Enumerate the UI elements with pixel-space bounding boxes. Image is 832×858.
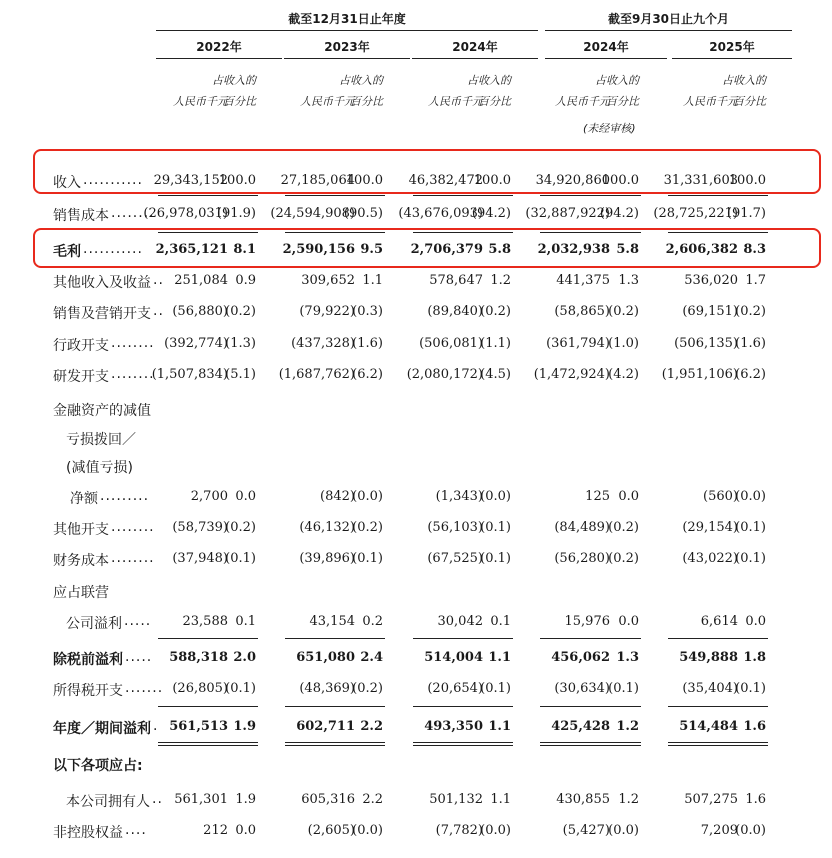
percent-cell: 1.3 [618,273,639,288]
amount-cell: (842) [320,489,355,504]
percent-cell: (4.2) [608,367,639,382]
amount-cell: 605,316 [301,792,355,807]
header-pct-bottom-1: 百分比 [350,95,383,108]
amount-cell: (26,805) [172,681,228,696]
amount-cell: (58,739) [172,520,228,535]
percent-cell: 0.0 [235,489,256,504]
amount-cell: (361,794) [546,336,610,351]
rule-profit-b-pct-1 [345,745,385,746]
amount-cell: 2,590,156 [282,242,355,257]
percent-cell: 2.2 [360,719,383,734]
percent-cell: (0.1) [225,681,256,696]
rule-revenue-pct-3 [601,195,641,196]
amount-cell: 561,513 [169,719,228,734]
percent-cell: 1.1 [488,650,511,665]
percent-cell: (94.2) [599,206,639,221]
row-leader-dots: .... [125,822,147,838]
amount-cell: (560) [703,489,738,504]
percent-cell: (0.0) [735,489,766,504]
percent-cell: 1.9 [235,792,256,807]
percent-cell: (0.2) [480,304,511,319]
amount-cell: 29,343,152 [153,173,228,188]
amount-cell: (43,676,093) [398,206,483,221]
row-leader-dots: .. [153,303,164,319]
percent-cell: 1.8 [743,650,766,665]
row-leader-dots: ........ [111,205,155,221]
rule-profit-a-pct-0 [218,742,258,743]
header-pct-top-2: 占收入的 [467,74,511,87]
percent-cell: (1.6) [352,336,383,351]
header-year-3: 2024年 [583,40,629,54]
rule-profit-a-pct-3 [601,742,641,743]
percent-cell: (0.1) [225,551,256,566]
amount-cell: 536,020 [684,273,738,288]
header-rmb-3: 人民币千元 [555,95,610,108]
amount-cell: (69,151) [682,304,738,319]
amount-cell: 501,132 [429,792,483,807]
header-pct-top-1: 占收入的 [339,74,383,87]
amount-cell: (24,594,908) [270,206,355,221]
attributable-heading: 以下各项应占: [53,758,143,774]
percent-cell: (0.3) [352,304,383,319]
header-year-2: 2024年 [452,40,498,54]
impairment-label-line1: 金融资产的减值 [53,403,151,419]
percent-cell: 0.0 [618,489,639,504]
percent-cell: (90.5) [343,206,383,221]
percent-cell: (0.1) [480,520,511,535]
row-leader-dots: ........ [111,335,155,351]
row-label: 其他开支 [53,522,109,538]
amount-cell: (1,951,106) [661,367,738,382]
percent-cell: (6.2) [352,367,383,382]
amount-cell: 441,375 [556,273,610,288]
percent-cell: 1.1 [490,792,511,807]
amount-cell: (2,605) [307,823,355,838]
amount-cell: 251,084 [174,273,228,288]
percent-cell: (1.6) [735,336,766,351]
amount-cell: 125 [585,489,610,504]
rule-tax-pct-2 [473,706,513,707]
row-label: 其他收入及收益 [53,275,151,291]
percent-cell: 100.0 [601,173,639,188]
amount-cell: (89,840) [427,304,483,319]
row-leader-dots: . [153,718,159,734]
rule-pretax-pct-2 [473,638,513,639]
header-pct-top-4: 占收入的 [722,74,766,87]
header-pct-top-0: 占收入的 [212,74,256,87]
percent-cell: 100.0 [345,173,383,188]
amount-cell: 507,275 [684,792,738,807]
percent-cell: (0.0) [735,823,766,838]
percent-cell: (0.0) [352,489,383,504]
row-label: 毛利 [53,244,81,260]
amount-cell: (56,280) [554,551,610,566]
percent-cell: 9.5 [360,242,383,257]
header-unaudited: (未经审核) [583,122,636,135]
amount-cell: (48,369) [299,681,355,696]
amount-cell: (7,782) [435,823,483,838]
row-leader-dots: ........ [111,519,155,535]
percent-cell: 1.1 [362,273,383,288]
amount-cell: 2,606,382 [665,242,738,257]
percent-cell: 0.2 [362,614,383,629]
percent-cell: (0.2) [608,520,639,535]
percent-cell: (0.2) [225,304,256,319]
percent-cell: (0.1) [735,551,766,566]
amount-cell: (1,343) [435,489,483,504]
percent-cell: (0.0) [352,823,383,838]
impairment-label-line2: 亏损拨回／ [66,432,136,448]
header-rmb-1: 人民币千元 [300,95,355,108]
header-rule-top-right [545,30,792,31]
rule-pretax-pct-3 [601,638,641,639]
row-label: 年度／期间溢利 [53,721,151,737]
amount-cell: 2,706,379 [410,242,483,257]
percent-cell: (1.3) [225,336,256,351]
percent-cell: (0.0) [608,823,639,838]
row-label: 销售成本 [53,208,109,224]
row-leader-dots: ..... [125,649,153,665]
percent-cell: (0.1) [735,520,766,535]
percent-cell: (0.2) [608,551,639,566]
amount-cell: 2,700 [190,489,228,504]
amount-cell: (30,634) [554,681,610,696]
amount-cell: (506,081) [419,336,483,351]
amount-cell: (437,328) [291,336,355,351]
amount-cell: (35,404) [682,681,738,696]
percent-cell: (1.0) [608,336,639,351]
percent-cell: (94.2) [471,206,511,221]
rule-profit-a-pct-2 [473,742,513,743]
row-label: 研发开支 [53,369,109,385]
header-pct-bottom-4: 百分比 [733,95,766,108]
amount-cell: (43,022) [682,551,738,566]
rule-tax-pct-0 [218,706,258,707]
amount-cell: (58,865) [554,304,610,319]
rule-profit-b-pct-4 [728,745,768,746]
header-year-1: 2023年 [324,40,370,54]
amount-cell: 602,711 [296,719,355,734]
amount-cell: 2,032,938 [537,242,610,257]
header-rule-top-left [156,30,538,31]
percent-cell: 1.7 [745,273,766,288]
percent-cell: (1.1) [480,336,511,351]
row-label: 净额 [70,491,98,507]
row-label: 除税前溢利 [53,652,123,668]
percent-cell: 1.6 [743,719,766,734]
header-rule-year-2 [412,58,538,59]
row-label: 收入 [53,175,81,191]
amount-cell: 514,484 [679,719,738,734]
amount-cell: (67,525) [427,551,483,566]
percent-cell: (0.1) [352,551,383,566]
header-year-0: 2022年 [196,40,242,54]
header-period-group: 截至9月30日止九个月 [607,12,730,26]
amount-cell: (1,687,762) [278,367,355,382]
amount-cell: (56,103) [427,520,483,535]
rule-tax-pct-1 [345,706,385,707]
header-pct-bottom-0: 百分比 [223,95,256,108]
amount-cell: 27,185,064 [280,173,355,188]
percent-cell: (0.2) [225,520,256,535]
percent-cell: (6.2) [735,367,766,382]
header-rule-year-1 [284,58,410,59]
amount-cell: (46,132) [299,520,355,535]
rule-profit-b-pct-3 [601,745,641,746]
amount-cell: 514,004 [424,650,483,665]
header-rmb-4: 人民币千元 [683,95,738,108]
amount-cell: (28,725,221) [653,206,738,221]
percent-cell: (0.1) [480,681,511,696]
row-label: 所得税开支 [53,683,123,699]
rule-tax-pct-4 [728,706,768,707]
rule-pretax-pct-0 [218,638,258,639]
highlight-box-revenue [33,149,821,194]
percent-cell: 1.9 [233,719,256,734]
row-label: 财务成本 [53,553,109,569]
percent-cell: (0.1) [608,681,639,696]
amount-cell: (79,922) [299,304,355,319]
percent-cell: 0.1 [235,614,256,629]
percent-cell: 2.0 [233,650,256,665]
amount-cell: 34,920,860 [535,173,610,188]
impairment-label-line3: (减值亏损) [66,460,133,476]
row-label: 本公司拥有人 [66,794,150,810]
header-year-4: 2025年 [709,40,755,54]
rule-profit-a-pct-1 [345,742,385,743]
amount-cell: 549,888 [679,650,738,665]
amount-cell: (5,427) [562,823,610,838]
percent-cell: 0.0 [235,823,256,838]
highlight-box-gross-profit [33,228,821,268]
amount-cell: (84,489) [554,520,610,535]
rule-profit-b-pct-0 [218,745,258,746]
header-pct-bottom-3: 百分比 [606,95,639,108]
percent-cell: (0.1) [735,681,766,696]
amount-cell: 15,976 [564,614,610,629]
percent-cell: (4.5) [480,367,511,382]
amount-cell: 588,318 [169,650,228,665]
amount-cell: (506,135) [674,336,738,351]
amount-cell: (26,978,031) [143,206,228,221]
amount-cell: (32,887,922) [525,206,610,221]
amount-cell: 309,652 [301,273,355,288]
amount-cell: 578,647 [429,273,483,288]
rule-revenue-pct-2 [473,195,513,196]
header-rule-year-3 [545,58,667,59]
percent-cell: 1.6 [745,792,766,807]
percent-cell: 2.2 [362,792,383,807]
percent-cell: (0.1) [480,551,511,566]
header-rule-year-0 [156,58,282,59]
amount-cell: 561,301 [174,792,228,807]
row-label: 销售及营销开支 [53,306,151,322]
percent-cell: (0.2) [735,304,766,319]
header-rmb-2: 人民币千元 [428,95,483,108]
row-leader-dots: ......... [100,488,150,504]
percent-cell: (91.7) [726,206,766,221]
rule-profit-a-pct-4 [728,742,768,743]
amount-cell: 430,855 [556,792,610,807]
amount-cell: (39,896) [299,551,355,566]
amount-cell: 493,350 [424,719,483,734]
amount-cell: 43,154 [309,614,355,629]
amount-cell: (20,654) [427,681,483,696]
percent-cell: (0.0) [480,489,511,504]
row-leader-dots: ....... [125,680,164,696]
percent-cell: 2.4 [360,650,383,665]
amount-cell: 2,365,121 [155,242,228,257]
rule-profit-b-pct-2 [473,745,513,746]
row-leader-dots: ........... [83,172,143,188]
percent-cell: (0.0) [480,823,511,838]
amount-cell: (1,472,924) [533,367,610,382]
rule-revenue-pct-0 [218,195,258,196]
amount-cell: 456,062 [551,650,610,665]
header-year-group: 截至12月31日止年度 [288,12,406,26]
row-leader-dots: ........... [83,241,143,257]
percent-cell: (91.9) [216,206,256,221]
rule-pretax-pct-1 [345,638,385,639]
row-leader-dots: .. [153,272,164,288]
row-leader-dots: ........ [111,550,155,566]
header-pct-bottom-2: 百分比 [478,95,511,108]
rule-pretax-pct-4 [728,638,768,639]
row-leader-dots: ........ [111,366,155,382]
row-label: 非控股权益 [53,825,123,841]
amount-cell: (29,154) [682,520,738,535]
percent-cell: (0.2) [352,520,383,535]
rule-revenue-pct-4 [728,195,768,196]
amount-cell: 425,428 [551,719,610,734]
header-rule-year-4 [672,58,792,59]
rule-revenue-pct-1 [345,195,385,196]
amount-cell: (1,507,834) [151,367,228,382]
amount-cell: 7,209 [700,823,738,838]
amount-cell: (392,774) [164,336,228,351]
percent-cell: 8.1 [233,242,256,257]
percent-cell: 100.0 [218,173,256,188]
percent-cell: 1.2 [616,719,639,734]
percent-cell: 8.3 [743,242,766,257]
amount-cell: 6,614 [700,614,738,629]
amount-cell: (2,080,172) [406,367,483,382]
amount-cell: 23,588 [182,614,228,629]
percent-cell: 100.0 [728,173,766,188]
row-leader-dots: ..... [124,613,152,629]
percent-cell: 1.2 [618,792,639,807]
associates-label: 应占联营 [53,585,109,601]
percent-cell: 0.0 [745,614,766,629]
header-rmb-0: 人民币千元 [173,95,228,108]
percent-cell: (0.2) [608,304,639,319]
percent-cell: 1.1 [488,719,511,734]
percent-cell: (0.2) [352,681,383,696]
percent-cell: 1.3 [616,650,639,665]
rule-tax-pct-3 [601,706,641,707]
row-label: 行政开支 [53,338,109,354]
percent-cell: 100.0 [473,173,511,188]
amount-cell: 30,042 [437,614,483,629]
percent-cell: 1.2 [490,273,511,288]
percent-cell: 0.9 [235,273,256,288]
amount-cell: 46,382,472 [408,173,483,188]
amount-cell: 212 [203,823,228,838]
amount-cell: (37,948) [172,551,228,566]
percent-cell: 0.1 [490,614,511,629]
amount-cell: 651,080 [296,650,355,665]
percent-cell: 0.0 [618,614,639,629]
percent-cell: (5.1) [225,367,256,382]
header-pct-top-3: 占收入的 [595,74,639,87]
amount-cell: (56,880) [172,304,228,319]
percent-cell: 5.8 [488,242,511,257]
amount-cell: 31,331,603 [663,173,738,188]
percent-cell: 5.8 [616,242,639,257]
row-label: 公司溢利 [66,616,122,632]
row-leader-dots: .. [152,791,163,807]
